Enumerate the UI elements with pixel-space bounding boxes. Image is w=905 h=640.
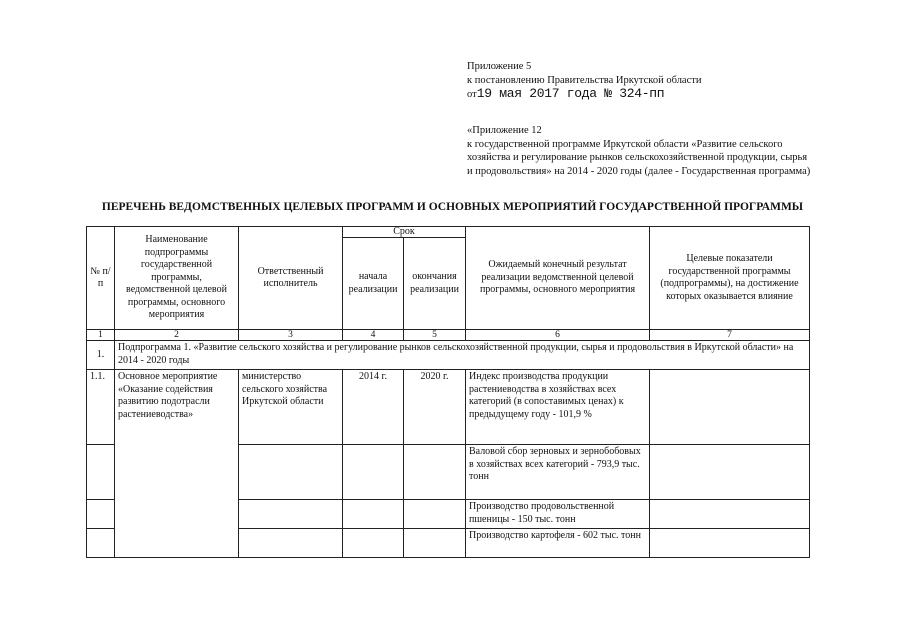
empty-cell [343, 500, 404, 529]
annex-line2: к постановлению Правительства Иркутской области [467, 74, 702, 86]
empty-cell [239, 445, 343, 500]
empty-cell [404, 529, 466, 558]
row-indicator-2 [650, 445, 810, 500]
annex-from-prefix: от [467, 89, 477, 100]
row-result-4: Производство картофеля - 602 тыс. тонн [466, 529, 650, 558]
annex12-block [467, 124, 812, 178]
annex-header [467, 60, 701, 102]
subprogram-title: Подпрограмма 1. «Развитие сельского хозяйства и регулирование рынков сельскохозяйственной продукции, сырья и продовольствия в Иркутской области» на 2014 - 2020 годы [115, 341, 810, 370]
annex-date-number: 19 мая 2017 года № 324-пп [476, 86, 665, 101]
empty-cell [239, 500, 343, 529]
row-end: 2020 г. [404, 370, 466, 445]
header-num: № п/п [87, 227, 115, 330]
empty-cell [343, 445, 404, 500]
subprogram-num: 1. [87, 341, 115, 370]
header-end: окончания реализации [404, 238, 466, 330]
col-number-5: 5 [404, 330, 466, 341]
empty-cell [87, 445, 115, 500]
row-executor: министерство сельского хозяйства Иркутской области [239, 370, 343, 445]
empty-cell [87, 529, 115, 558]
empty-cell [343, 529, 404, 558]
header-result: Ожидаемый конечный результат реализации ведомственной целевой программы, основного мероприятия [466, 227, 650, 330]
document-title: ПЕРЕЧЕНЬ ВЕДОМСТВЕННЫХ ЦЕЛЕВЫХ ПРОГРАММ И ОСНОВНЫХ МЕРОПРИЯТИЙ ГОСУДАРСТВЕННОЙ ПРОГРАММЫ [101, 201, 804, 213]
row-result-2: Валовой сбор зерновых и зернобобовых в хозяйствах всех категорий - 793,9 тыс. тонн [466, 445, 650, 500]
empty-cell [404, 500, 466, 529]
header-indicators: Целевые показатели государственной программы (подпрограммы), на достижение которых оказывается влияние [650, 227, 810, 330]
col-number-7: 7 [650, 330, 810, 341]
empty-cell [404, 445, 466, 500]
row-num: 1.1. [87, 370, 115, 445]
annex12-body: к государственной программе Иркутской области «Развитие сельского хозяйства и регулирование рынков сельскохозяйственной продукции, сырья и продовольствия» на 2014 - 2020 годы (далее - Государственная программа) [467, 138, 811, 177]
row-result-1: Индекс производства продукции растениеводства в хозяйствах всех категорий (в сопоставимых ценах) к предыдущему году - 101,9 % [466, 370, 650, 445]
header-name: Наименование подпрограммы государственной программы, ведомственной целевой программы, основного мероприятия [115, 227, 239, 330]
col-number-2: 2 [115, 330, 239, 341]
col-number-1: 1 [87, 330, 115, 341]
col-number-4: 4 [343, 330, 404, 341]
row-indicator-4 [650, 529, 810, 558]
row-name: Основное мероприятие «Оказание содействия развитию подотрасли растениеводства» [115, 370, 239, 558]
header-start: начала реализации [343, 238, 404, 330]
empty-cell [239, 529, 343, 558]
col-number-3: 3 [239, 330, 343, 341]
header-executor: Ответственный исполнитель [239, 227, 343, 330]
empty-cell [87, 500, 115, 529]
row-result-3: Производство продовольственной пшеницы - 150 тыс. тонн [466, 500, 650, 529]
annex-date-line [467, 87, 701, 102]
annex12-line1: «Приложение 12 [467, 125, 542, 136]
row-start: 2014 г. [343, 370, 404, 445]
program-table [86, 226, 810, 558]
header-term: Срок [343, 227, 466, 238]
row-indicator-1 [650, 370, 810, 445]
col-number-6: 6 [466, 330, 650, 341]
row-indicator-3 [650, 500, 810, 529]
annex-line1: Приложение 5 [467, 61, 532, 72]
